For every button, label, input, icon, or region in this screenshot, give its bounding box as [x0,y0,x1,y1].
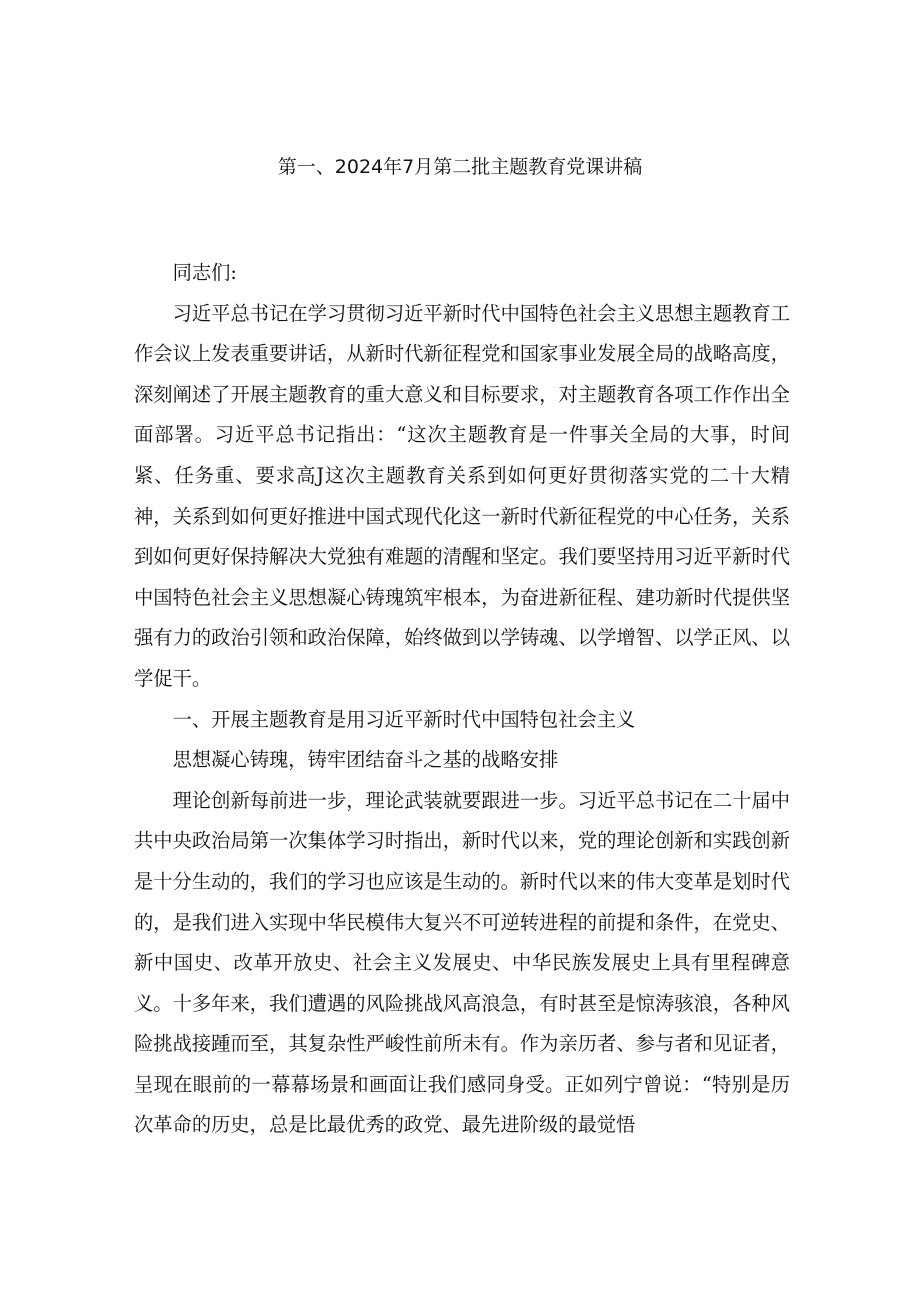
section-heading-1: 一、开展主题教育是用习近平新时代中国特包社会主义 [172,707,636,731]
paragraph-intro: 习近平总书记在学习贯彻习近平新时代中国特色社会主义思想主题教育工作会议上发表重要讲话，从新时代新征程党和国家事业发展全局的战略高度，深刻阐述了开展主题教育的重大意义和目标要求，对主题教育各项工作作出全面部署。习近平总书记指出：“这次主题教育是一件事关全局的大事，时间紧、任务重、要求高J这次主题教育关系到如何更好贯彻落实党的二十大精神，关系到如何更好推进中国式现代化这一新时代新征程党的中心任务，关系到如何更好保持解决大党独有难题的清醒和坚定。我们要坚持用习近平新时代中国特色社会主义思想凝心铸瑰筑牢根本，为奋进新征程、建功新时代提供坚强有力的政治引领和政治保障，始终做到以学铸魂、以学增智、以学正风、以学促干。 [134,301,790,690]
section-heading-1-continuation: 思想凝心铸瑰，铸牢团结奋斗之基的战略安排 [172,748,559,772]
document-body [134,253,790,1146]
paragraph-theory: 理论创新每前进一步，理论武装就要跟进一步。习近平总书记在二十届中共中央政治局第一次集体学习时指出，新时代以来，党的理论创新和实践创新是十分生动的，我们的学习也应该是生动的。新时代以来的伟大变革是划时代的，是我们进入实现中华民模伟大复兴不可逆转进程的前提和条件，在党史、新中国史、改革开放史、社会主义发展史、中华民族发展史上具有里程碑意义。十多年来，我们遭遇的风险挑战风高浪急，有时甚至是惊涛骇浪，各种风险挑战接踵而至，其复杂性严峻性前所未有。作为亲历者、参与者和见证者，呈现在眼前的一幕幕场景和画面让我们感同身受。正如列宁曾说：“特别是历次革命的历史，总是比最优秀的政党、最先进阶级的最觉悟 [134,788,790,1137]
salutation: 同志们: [172,261,237,284]
document-title: 第一、2024年7月第二批主题教育党课讲稿 [277,156,643,178]
